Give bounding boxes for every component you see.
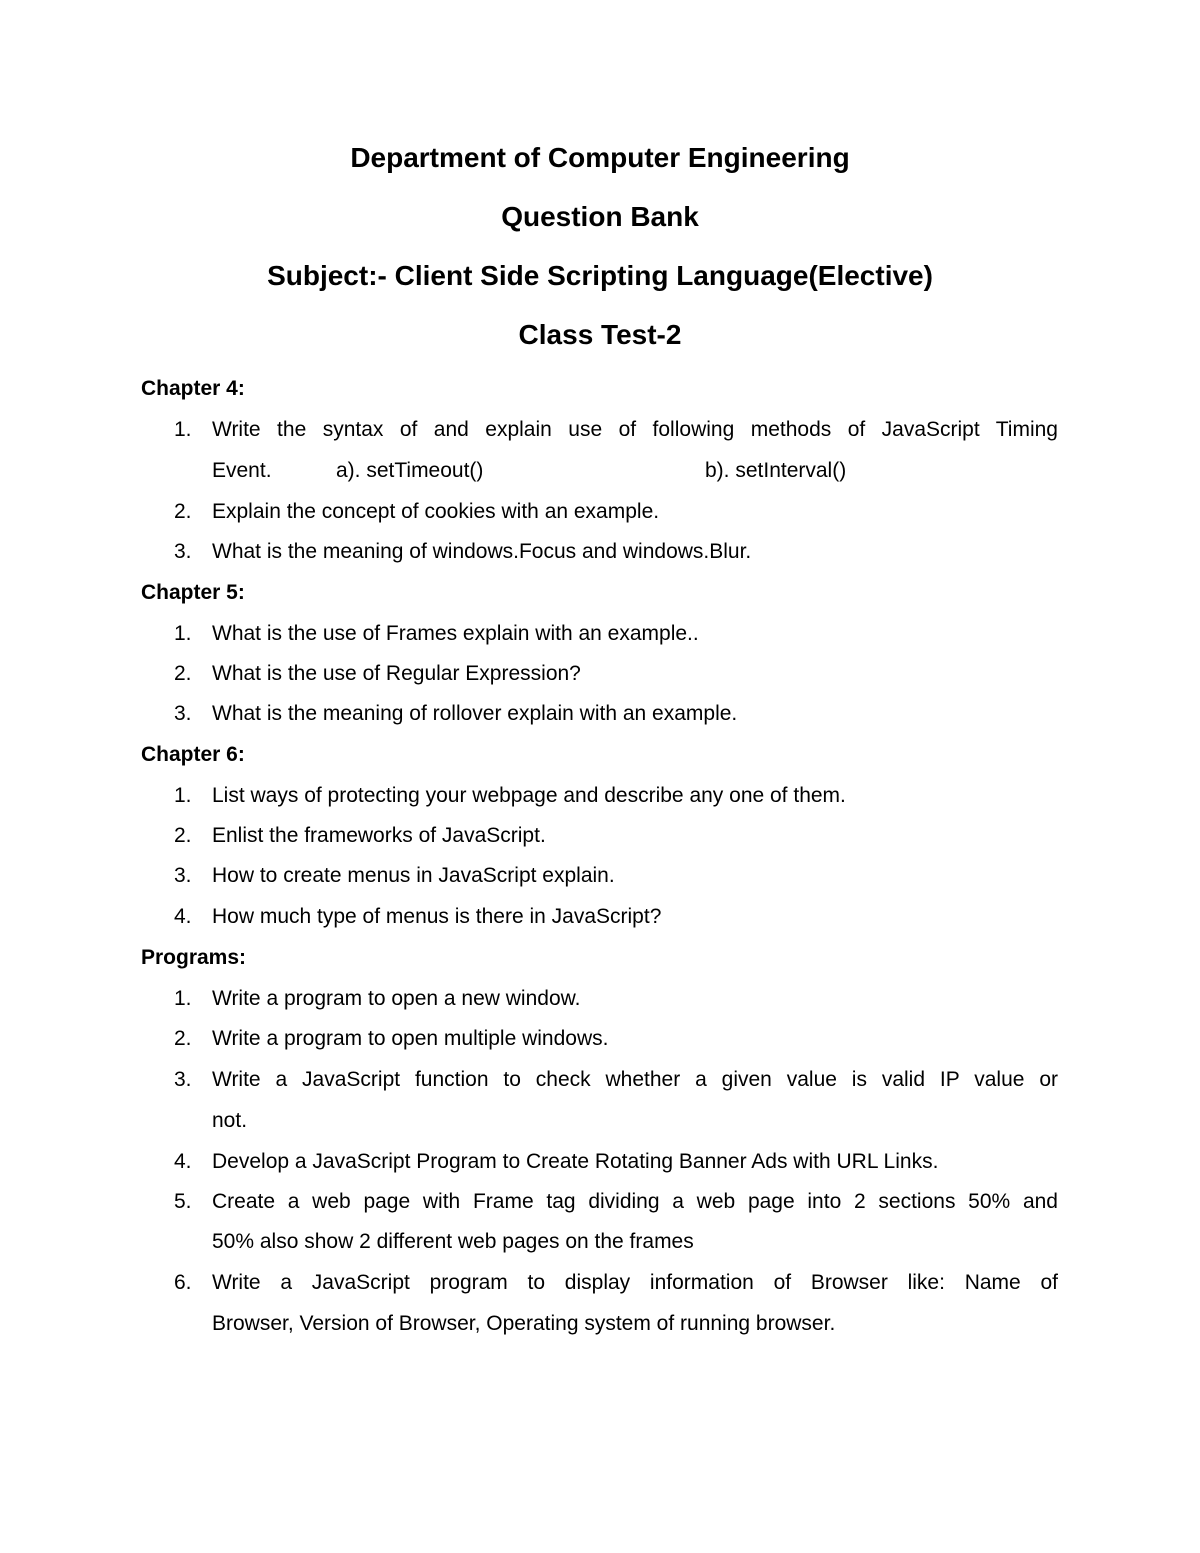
department-heading: Department of Computer Engineering — [350, 142, 850, 173]
chapter-4-title: Chapter 4: — [141, 377, 245, 400]
question-number: 3. — [174, 540, 192, 563]
question-number: 3. — [174, 864, 192, 887]
question-text: What is the use of Regular Expression? — [212, 662, 581, 685]
question-text-line-2: 50% also show 2 different web pages on the frames — [212, 1230, 694, 1253]
question-text: Explain the concept of cookies with an example. — [212, 500, 660, 523]
question-number: 1. — [174, 622, 192, 645]
chapter-5-title: Chapter 5: — [141, 581, 245, 604]
question-text: How to create menus in JavaScript explain. — [212, 864, 615, 887]
question-number: 3. — [174, 702, 192, 725]
question-number: 2. — [174, 1027, 192, 1050]
question-number: 1. — [174, 418, 192, 441]
subject-heading: Subject:- Client Side Scripting Language(Elective) — [267, 260, 933, 291]
question-number: 2. — [174, 662, 192, 685]
class-test-heading: Class Test-2 — [518, 319, 682, 350]
programs-title: Programs: — [141, 946, 247, 969]
question-text: List ways of protecting your webpage and describe any one of them. — [212, 784, 846, 807]
question-text-line-1: Write a JavaScript function to check whether a given value is valid IP value or — [212, 1068, 1058, 1091]
question-text: What is the meaning of windows.Focus and windows.Blur. — [212, 540, 752, 563]
question-text-line-1: Create a web page with Frame tag dividing a web page into 2 sections 50% and — [212, 1190, 1058, 1213]
question-text-line-1: Write the syntax of and explain use of following methods of JavaScript Timing — [212, 418, 1058, 441]
question-text: What is the use of Frames explain with an example.. — [212, 622, 699, 645]
option-a: a). setTimeout() — [336, 459, 484, 482]
question-number: 6. — [174, 1271, 192, 1294]
question-number: 1. — [174, 987, 192, 1010]
document-type-heading: Question Bank — [501, 201, 699, 232]
question-text-lead: Event. — [212, 459, 272, 482]
question-text-line-2: not. — [212, 1109, 248, 1132]
question-text: What is the meaning of rollover explain with an example. — [212, 702, 738, 725]
question-text-line-1: Write a JavaScript program to display information of Browser like: Name of — [212, 1271, 1058, 1294]
question-text-line-2: Browser, Version of Browser, Operating system of running browser. — [212, 1312, 836, 1335]
question-text: Enlist the frameworks of JavaScript. — [212, 824, 546, 847]
question-number: 4. — [174, 1150, 192, 1173]
question-text-line-2 — [212, 457, 1058, 485]
question-number: 4. — [174, 905, 192, 928]
question-text: Write a program to open multiple windows. — [212, 1027, 609, 1050]
question-number: 1. — [174, 784, 192, 807]
question-text: Develop a JavaScript Program to Create Rotating Banner Ads with URL Links. — [212, 1150, 939, 1173]
chapter-6-title: Chapter 6: — [141, 743, 245, 766]
question-number: 2. — [174, 500, 192, 523]
question-text: Write a program to open a new window. — [212, 987, 581, 1010]
option-b: b). setInterval() — [705, 459, 847, 482]
question-number: 2. — [174, 824, 192, 847]
question-number: 5. — [174, 1190, 192, 1213]
question-text: How much type of menus is there in JavaScript? — [212, 905, 662, 928]
question-number: 3. — [174, 1068, 192, 1091]
